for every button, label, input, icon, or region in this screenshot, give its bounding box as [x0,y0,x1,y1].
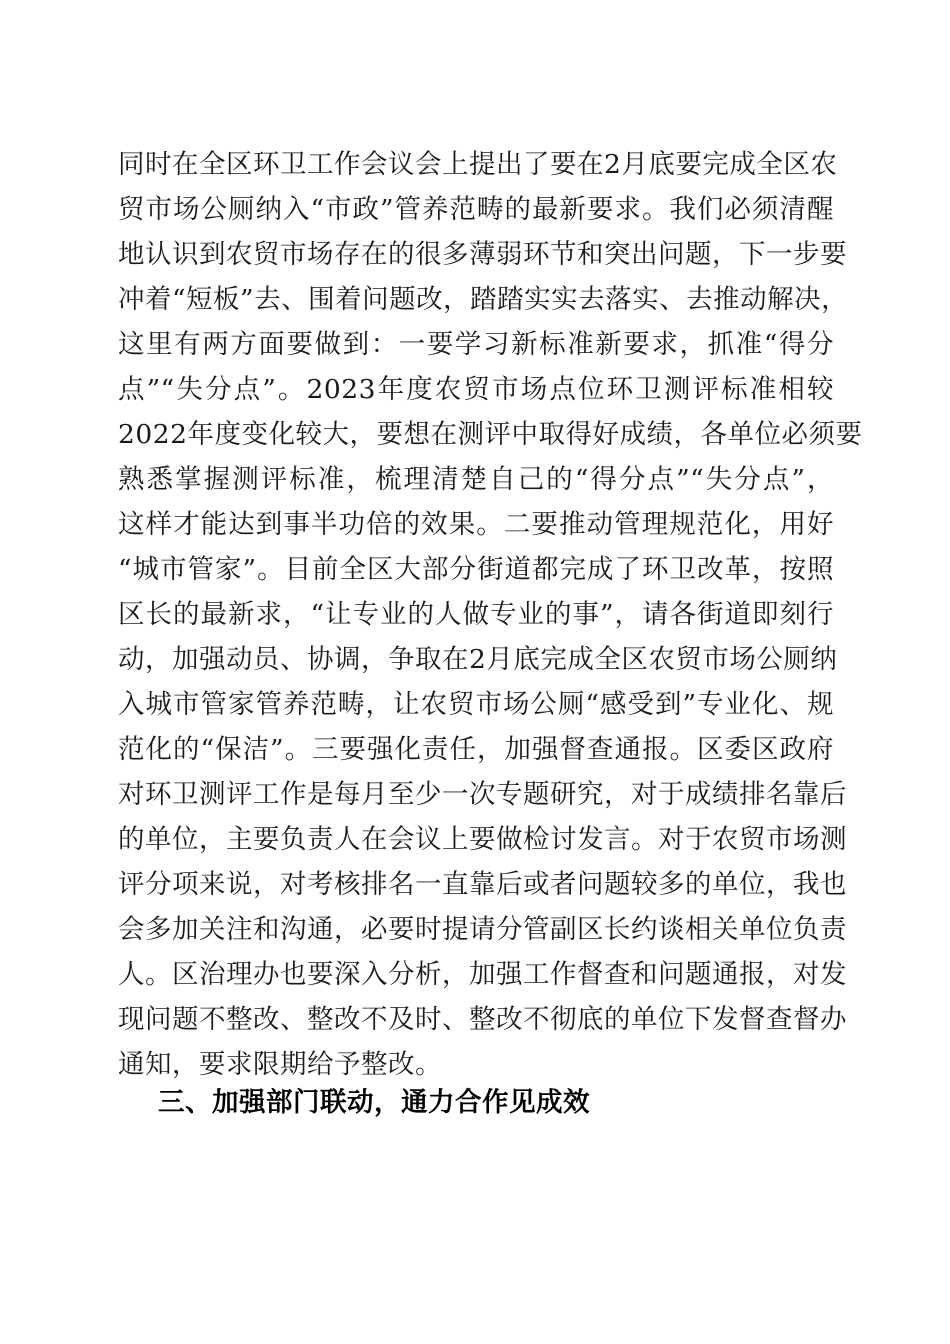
paragraph-line: 熟悉掌握测评标准，梳理清楚自己的“得分点”“失分点”， [118,464,834,495]
paragraph-line: 同时在全区环卫工作会议会上提出了要在2月底要完成全区农 [118,149,838,180]
paragraph-line: 的单位，主要负责人在会议上要做检讨发言。对于农贸市场测 [118,824,847,855]
paragraph-line: 贸市场公厕纳入“市政”管养范畴的最新要求。我们必须清醒 [118,194,834,225]
paragraph-line: 现问题不整改、整改不及时、整改不彻底的单位下发督查督办 [118,1004,847,1035]
paragraph-line: 人。区治理办也要深入分析，加强工作督查和问题通报，对发 [118,959,847,990]
paragraph-line: “城市管家”。目前全区大部分街道都完成了环卫改革，按照 [118,554,834,585]
paragraph-line: 会多加关注和沟通，必要时提请分管副区长约谈相关单位负责 [118,914,847,945]
paragraph-line: 2022年度变化较大，要想在测评中取得好成绩，各单位必须要 [118,419,863,450]
paragraph-line: 对环卫测评工作是每月至少一次专题研究，对于成绩排名靠后 [118,779,847,810]
paragraph-line: 动，加强动员、协调，争取在2月底完成全区农贸市场公厕纳 [118,644,838,675]
paragraph-line: 冲着“短板”去、围着问题改，踏踏实实去落实、去推动解决， [118,284,849,315]
paragraph-line-last: 通知，要求限期给予整改。 [118,1049,442,1080]
paragraph-line: 点”“失分点”。2023年度农贸市场点位环卫测评标准相较 [118,374,834,405]
body-paragraph [118,142,863,1087]
paragraph-line: 这样才能达到事半功倍的效果。二要推动管理规范化，用好 [118,509,834,540]
paragraph-line: 范化的“保洁”。三要强化责任，加强督查通报。区委区政府 [118,734,834,765]
paragraph-line: 评分项来说，对考核排名一直靠后或者问题较多的单位，我也 [118,869,847,900]
section-heading: 三、加强部门联动，通力合作见成效 [158,1087,590,1118]
paragraph-line: 这里有两方面要做到：一要学习新标准新要求，抓准“得分 [118,329,834,360]
paragraph-line: 地认识到农贸市场存在的很多薄弱环节和突出问题，下一步要 [118,239,847,270]
paragraph-line: 入城市管家管养范畴，让农贸市场公厕“感受到”专业化、规 [118,689,834,720]
paragraph-line: 区长的最新求，“让专业的人做专业的事”，请各街道即刻行 [118,599,834,630]
